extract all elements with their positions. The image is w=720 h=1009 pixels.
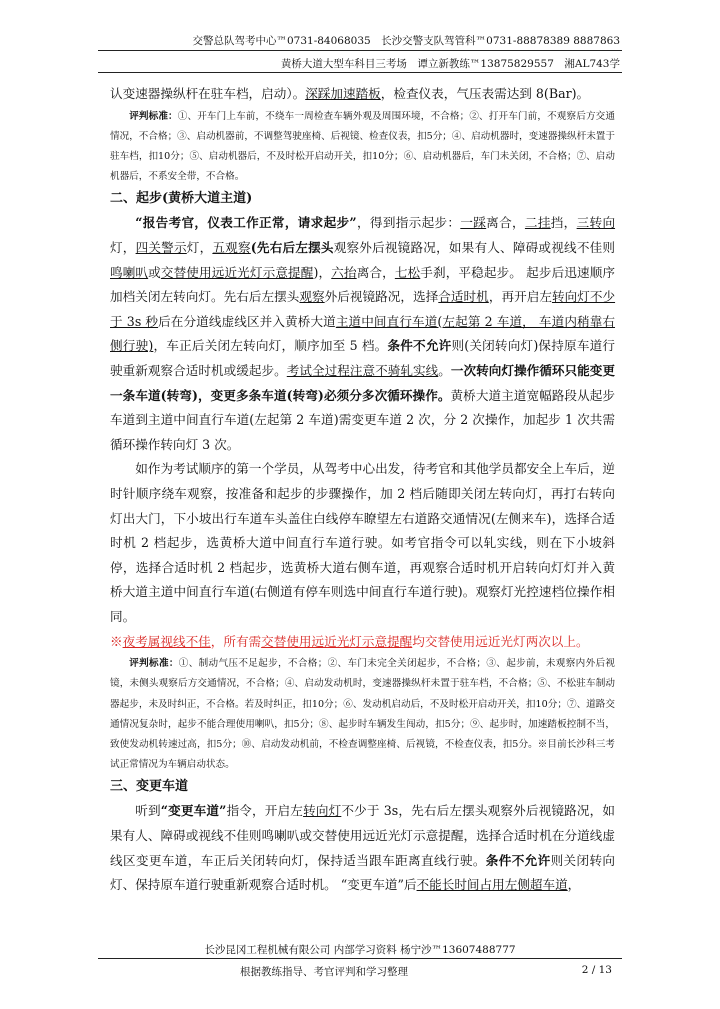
header-divider-top — [98, 50, 622, 51]
section-heading-start: 二、起步(黄桥大道主道) — [110, 191, 253, 207]
header-contacts: 交警总队驾考中心™0731-84068035 长沙交警支队驾管科™0731-88878389 8887863 — [192, 35, 620, 47]
header-divider-bottom — [98, 72, 622, 73]
paragraph-lane-change: 听到“变更车道”指令，开启左转向灯不少于 3s，先右后左摆头观察外后视镜路况，如果有人、障碍或视线不佳则鸣喇叭或交替使用远近光灯示意提醒，选择合适时机在分道线虚线区变更车道，车正后关闭转向灯，保持适当跟车距离直线行驶。条件不允许则关闭转向灯、保持原车道行驶重新观察合适时机。 “变更车道”后不能长时间占用左侧超车道， — [110, 803, 616, 893]
document-body — [110, 82, 615, 898]
footer-divider — [98, 958, 622, 959]
criteria-start: 评判标准：①、制动气压不足起步，不合格；②、车门未完全关闭起步，不合格；③、起步前，未观察内外后视镜，未侧头观察后方交通情况，不合格；④、启动发动机时，变速器操纵杆未置于驻车档，不合格；⑤、不松驻车制动器起步，未及时纠正，不合格。若及时纠正，扣10分；⑥、发动机启动后，不及时松开启动开关，扣10分；⑦、道路交通情况复杂时，起步不能合理使用喇叭，扣5分；⑧、起步时车辆发生闯动，扣5分；⑨、起步时，加速踏板控制不当，致使发动机转速过高，扣5分；⑩、启动发动机前，不检查调整座椅、后视镜，不检查仪表，扣5分。※目前长沙科三考试正常情况为车辆启动状态。 — [110, 658, 616, 771]
section-heading-lane-change: 三、变更车道 — [110, 779, 189, 795]
note-night-exam: ※夜考属视线不佳，所有需交替使用远近光灯示意提醒均交替使用远近光灯两次以上。 — [110, 633, 589, 649]
header-instructor: 黄桥大道大型车科目三考场 谭立新教练™13875829557 湘AL743学 — [280, 58, 620, 70]
paragraph-preparation-end: 认变速器操纵杆在驻车档，启动）。深踩加速踏板，检查仪表，气压表需达到 8(Bar)。 — [110, 86, 590, 101]
paragraph-start-procedure: “报告考官，仪表工作正常，请求起步”，得到指示起步：一踩离合，二挂挡，三转向灯，四关警示灯，五观察(先右后左摆头观察外后视镜路况，如果有人、障碍或视线不佳则鸣喇叭或交替使用远近光灯示意提醒)，六抬离合，七松手刹，平稳起步。 起步后迅速顺序加档关闭左转向灯。先右后左摆头观察外后视镜路况，选择合适时机，再开启左转向灯不少于 3s 秒后在分道线虚线区并入黄桥大道主道中间直行车道(左起第 2 车道， 车道内稍靠右侧行驶)，车正后关闭左转向灯，顺序加至 5 档。条件不允许则(关闭转向灯)保持原车道行驶重新观察合适时机或缓起步。考试全过程注意不骑轧实线。一次转向灯操作循环只能变更一条车道(转弯)，变更多条车道(转弯)必须分多次循环操作。黄桥大道主道宽幅路段从起步车道到主道中间直行车道(左起第 2 车道)需变更车道 2 次，分 2 次操作，加起步 1 次共需循环操作转向灯 3 次。 — [110, 215, 616, 452]
paragraph-first-student: 如作为考试顺序的第一个学员，从驾考中心出发，待考官和其他学员都安全上车后，逆时针顺序绕车观察，按准备和起步的步骤操作，加 2 档后随即关闭左转向灯，再打右转向灯出大门，下小坡出行车道车头盖住白线停车瞭望左右道路交通情况(左侧来车)，选择合适时机 2 档起步，选黄桥大道中间直行车道行驶。如考官指令可以轧实线，则在下小坡斜停，选择合适时机 2 档起步，选黄桥大道右侧车道，再观察合适时机开启转向灯灯并入黄桥大道主道中间直行车道(右侧道有停车则选中间直行车道行驶)。观察灯光控速档位操作相同。 — [110, 461, 615, 624]
footer-source: 根据教练指导、考官评判和学习整理 — [240, 966, 408, 978]
page-number: 2 / 13 — [581, 964, 612, 976]
criteria-preparation: 评判标准：①、开车门上车前，不绕车一周检查车辆外观及周围环境，不合格；②、打开车门前，不观察后方交通情况，不合格；③、启动机器前，不调整驾驶座椅、后视镜、检查仪表，扣5分；④、启动机器时，变速器操纵杆未置于驻车档，扣10分；⑤、启动机器后，不及时松开启动开关，扣10分；⑥、启动机器后，车门未关闭，不合格；⑦、启动机器后，不系安全带，不合格。 — [110, 110, 615, 183]
footer-company: 长沙昆冈工程机械有限公司 内部学习资料 杨宁沙™13607488777 — [204, 944, 516, 956]
